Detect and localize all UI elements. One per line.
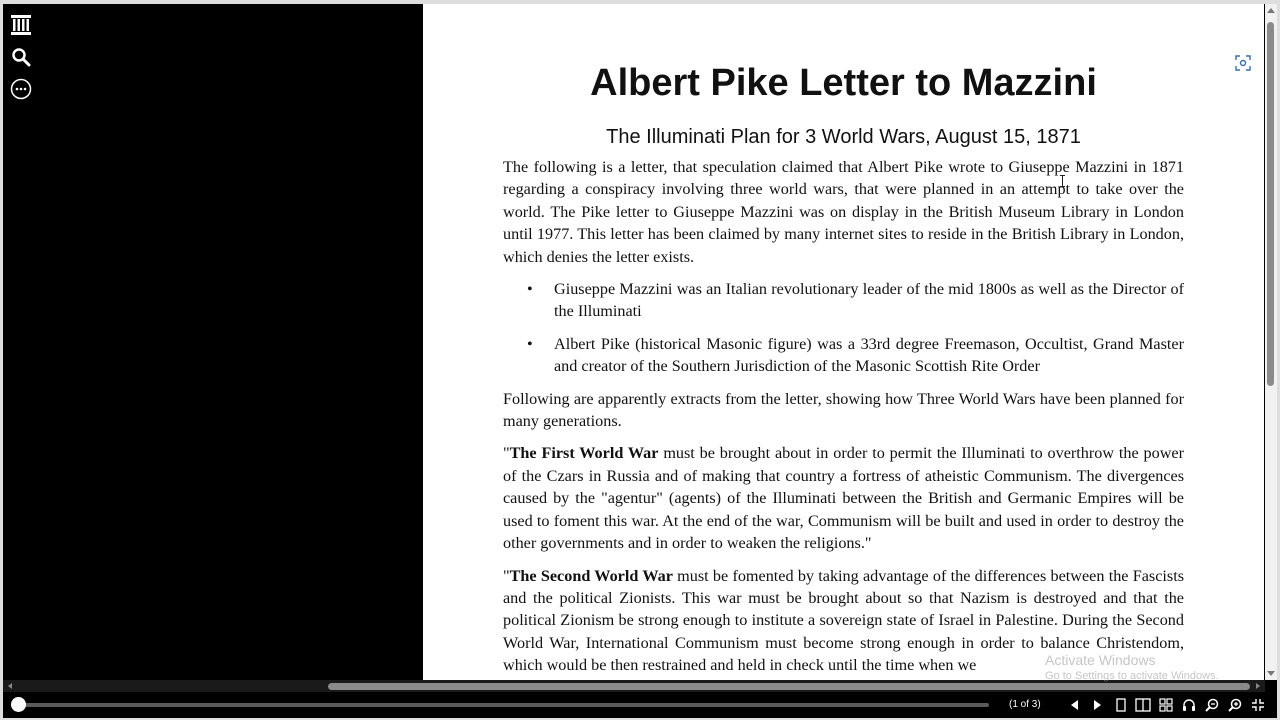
list-item (503, 333, 1184, 378)
scroll-down-icon[interactable] (1267, 671, 1275, 676)
list-item-text: Albert Pike (historical Masonic figure) was a 33rd degree Freemason, Occultist, Grand Master and creator of the Southern Jurisdiction of the Masonic Scottish Rite Order (554, 334, 1184, 376)
thumbnail-view-icon[interactable] (1157, 696, 1175, 714)
next-page-icon[interactable] (1088, 696, 1106, 714)
watermark-title: Activate Windows (1045, 652, 1156, 668)
scroll-left-icon[interactable] (8, 683, 12, 689)
bullet-icon: • (527, 280, 533, 299)
single-page-view-icon[interactable] (1112, 696, 1130, 714)
search-icon[interactable] (9, 45, 33, 69)
bullet-list (503, 278, 1184, 378)
library-icon[interactable] (9, 13, 33, 37)
second-world-war-heading: The Second World War (509, 566, 673, 585)
list-item (503, 278, 1184, 323)
page-slider-handle[interactable] (11, 697, 26, 712)
vertical-scroll-thumb[interactable] (1267, 22, 1274, 386)
document-body (503, 156, 1184, 680)
activate-windows-watermark (1045, 652, 1219, 682)
book-reader-window (3, 4, 1277, 718)
page-slider-track[interactable] (17, 703, 989, 707)
exit-fullscreen-icon[interactable] (1249, 696, 1267, 714)
horizontal-scroll-thumb[interactable] (328, 683, 1250, 690)
following-paragraph: Following are apparently extracts from the letter, showing how Three World Wars have been planned for many generations. (503, 389, 1184, 431)
text-cursor-icon (1060, 175, 1065, 187)
watermark-subtitle: Go to Settings to activate Windows. (1045, 670, 1219, 682)
first-world-war-text: must be brought about in order to permit the Illuminati to overthrow the power of the Czars in Russia and of making that country a fortress of atheistic Communism. The divergences caused by the "agentur" (agents) of the Illuminati between the British and Germanic Empires will be used to foment this war. At the end of the war, Communism will be built and used in order to destroy the other governments and in order to weaken the religions." (503, 444, 1184, 553)
second-world-war-text: must be fomented by taking advantage of the differences between the Fascists and the political Zionists. This war must be brought about so that Nazism is destroyed and that the political Zionism be strong enough to institute a sovereign state of Israel in Palestine. During the Second World War, International Communism must become strong enough in order to balance Christendom, which would be then restrained and held in check until the time when we (503, 566, 1185, 675)
page-count: (1 of 3) (1009, 699, 1041, 710)
scroll-right-icon[interactable] (1256, 683, 1260, 689)
page-subtitle: The Illuminati Plan for 3 World Wars, August 15, 1871 (606, 126, 1081, 148)
more-options-icon[interactable] (9, 77, 33, 101)
zoom-out-icon[interactable] (1203, 696, 1221, 714)
scroll-up-icon[interactable] (1267, 8, 1275, 13)
first-world-war-heading: The First World War (509, 444, 659, 463)
quote-mark: " (503, 566, 510, 585)
previous-page-icon[interactable] (1066, 696, 1084, 714)
read-aloud-icon[interactable] (1180, 696, 1198, 714)
first-world-war-paragraph (503, 442, 1184, 554)
document-page-viewer (423, 4, 1264, 680)
focus-mode-icon[interactable] (1232, 52, 1254, 74)
reader-control-bar (3, 692, 1277, 718)
intro-paragraph: The following is a letter, that speculation claimed that Albert Pike wrote to Giuseppe Mazzini in 1871 regarding a conspiracy involving three world wars, that were planned in an attempt to take over the world. The Pike letter to Giuseppe Mazzini was on display in the British Museum Library in London until 1977. This letter has been claimed by many internet sites to reside in the British Library in London, which denies the letter exists. (503, 158, 1184, 266)
zoom-in-icon[interactable] (1226, 696, 1244, 714)
vertical-scrollbar[interactable] (1265, 4, 1277, 680)
two-page-view-icon[interactable] (1134, 696, 1152, 714)
page-title: Albert Pike Letter to Mazzini (590, 62, 1097, 104)
list-item-text: Giuseppe Mazzini was an Italian revolutionary leader of the mid 1800s as well as the Director of the Illuminati (554, 280, 1184, 321)
bullet-icon: • (527, 334, 533, 353)
quote-mark: " (503, 444, 510, 463)
